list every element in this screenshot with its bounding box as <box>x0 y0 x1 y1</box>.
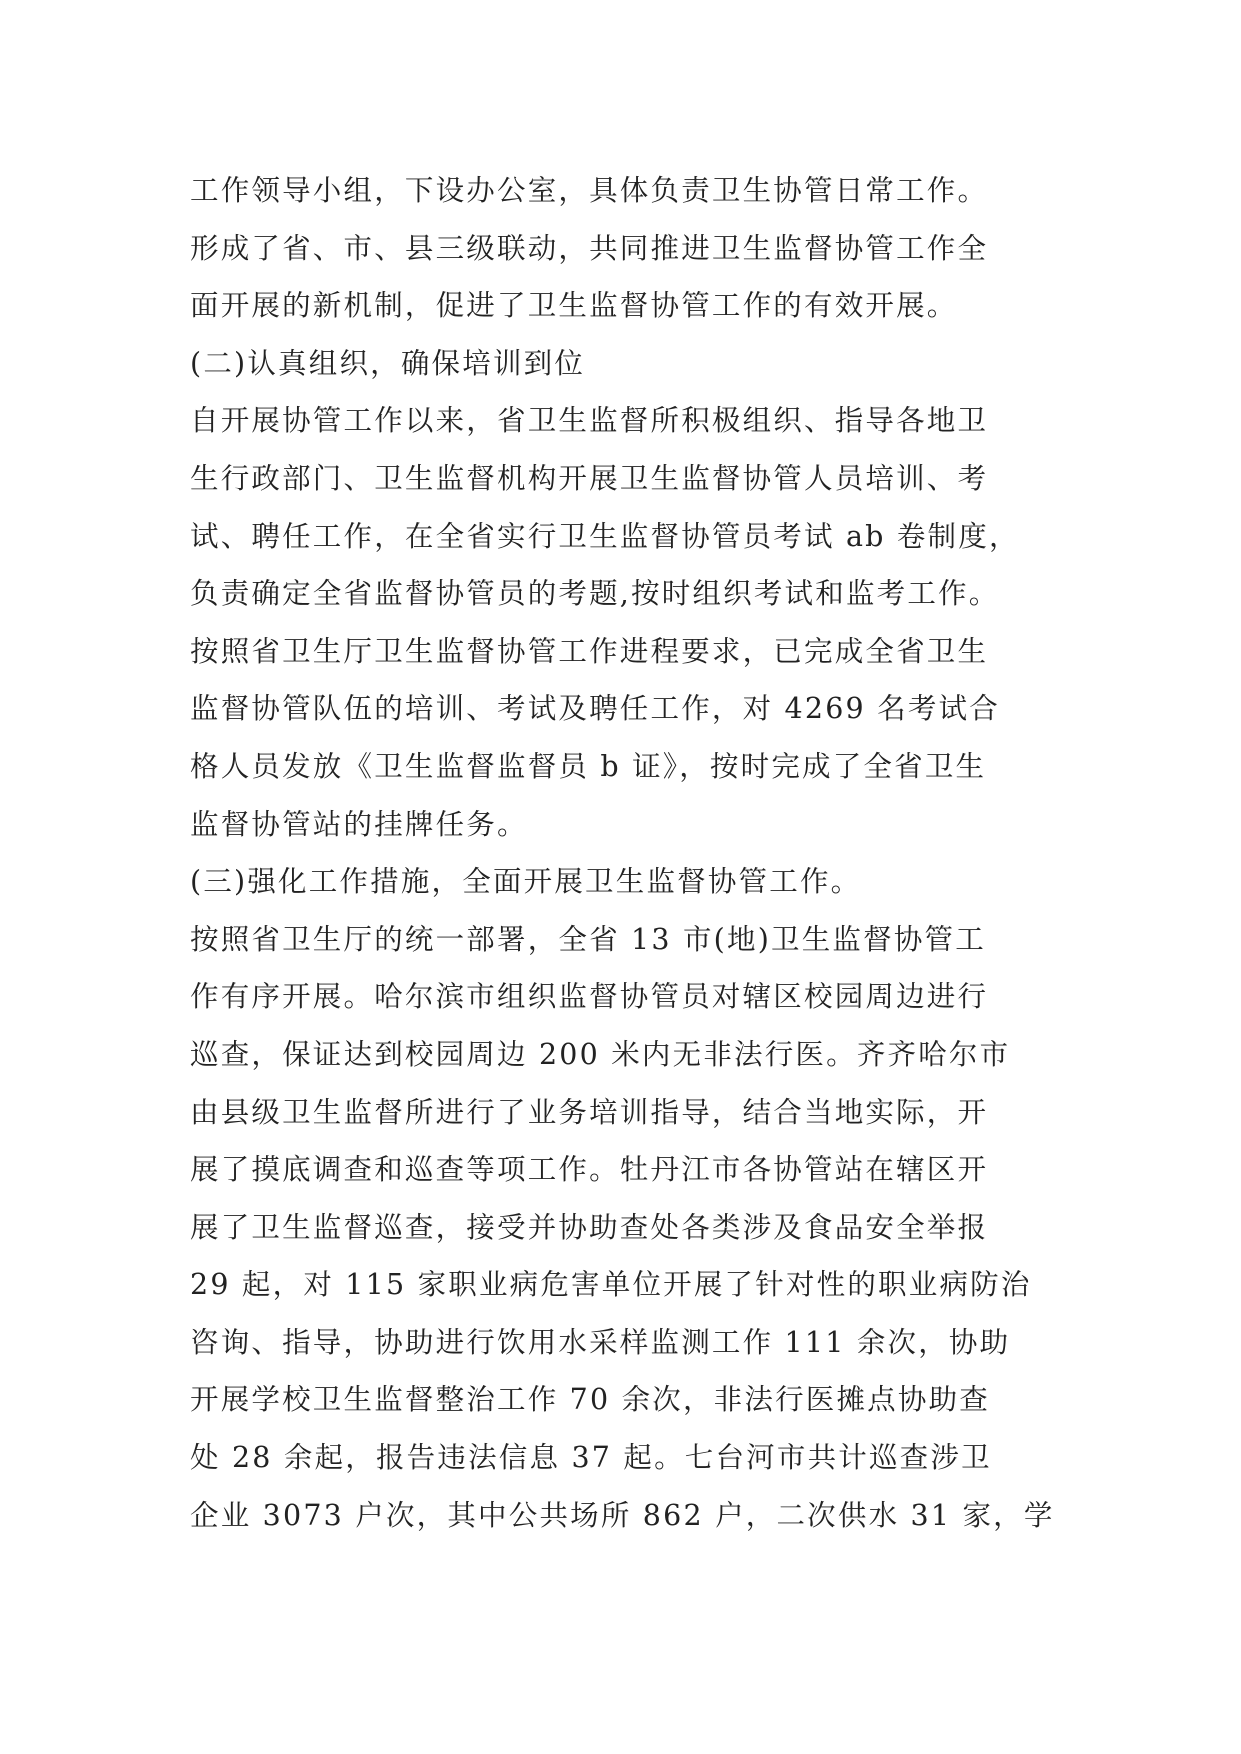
text-line: 面开展的新机制，促进了卫生监督协管工作的有效开展。 <box>190 289 958 323</box>
text-line: 开展学校卫生监督整治工作 70 余次，非法行医摊点协助查 <box>190 1383 990 1417</box>
body-text <box>190 162 1070 1544</box>
text-line: 形成了省、市、县三级联动，共同推进卫生监督协管工作全 <box>190 231 989 265</box>
section-heading: (二)认真组织，确保培训到位 <box>190 346 586 380</box>
text-line: 监督协管站的挂牌任务。 <box>190 807 528 841</box>
text-line: 工作领导小组，下设办公室，具体负责卫生协管日常工作。 <box>190 174 989 207</box>
text-line: 负责确定全省监督协管员的考题,按时组织考试和监考工作。 <box>190 577 1000 611</box>
text-line: 展了摸底调查和巡查等项工作。牡丹江市各协管站在辖区开 <box>190 1153 989 1187</box>
text-line: 29 起，对 115 家职业病危害单位开展了针对性的职业病防治 <box>190 1268 1032 1302</box>
text-line: 由县级卫生监督所进行了业务培训指导，结合当地实际，开 <box>190 1095 989 1129</box>
text-line: 监督协管队伍的培训、考试及聘任工作，对 4269 名考试合 <box>190 692 1000 726</box>
text-line: 按照省卫生厅卫生监督协管工作进程要求，已完成全省卫生 <box>190 634 989 668</box>
text-line: 咨询、指导，协助进行饮用水采样监测工作 111 余次，协助 <box>190 1325 1011 1359</box>
text-line: 处 28 余起，报告违法信息 37 起。七台河市共计巡查涉卫 <box>190 1441 992 1475</box>
text-line: 按照省卫生厅的统一部署，全省 13 市(地)卫生监督协管工 <box>190 922 986 956</box>
text-line: 展了卫生监督巡查，接受并协助查处各类涉及食品安全举报 <box>190 1210 989 1244</box>
text-line: 格人员发放《卫生监督监督员 b 证》，按时完成了全省卫生 <box>190 749 987 783</box>
text-line: 巡查，保证达到校园周边 200 米内无非法行医。齐齐哈尔市 <box>190 1037 1011 1071</box>
text-line: 企业 3073 户次，其中公共场所 862 户，二次供水 31 家，学 <box>190 1498 1055 1532</box>
text-line: 作有序开展。哈尔滨市组织监督协管员对辖区校园周边进行 <box>190 980 989 1014</box>
text-line: 自开展协管工作以来，省卫生监督所积极组织、指导各地卫 <box>190 404 989 438</box>
text-line: 试、聘任工作，在全省实行卫生监督协管员考试 ab 卷制度， <box>190 519 1020 553</box>
text-line: 生行政部门、卫生监督机构开展卫生监督协管人员培训、考 <box>190 461 989 495</box>
section-heading: (三)强化工作措施，全面开展卫生监督协管工作。 <box>190 865 862 899</box>
